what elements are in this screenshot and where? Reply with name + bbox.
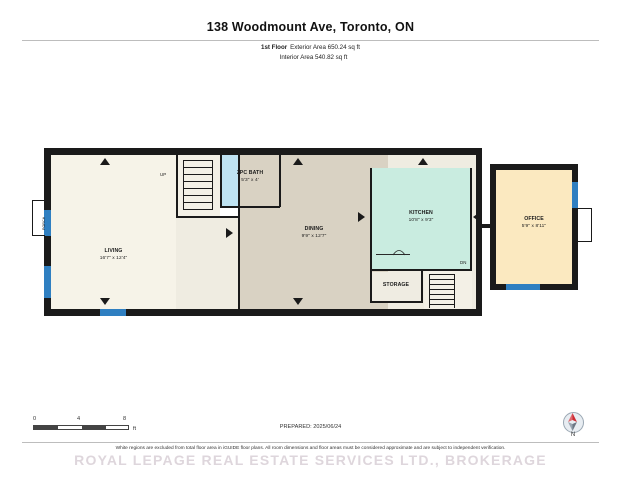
wall-connector (482, 224, 492, 228)
floor-label: 1st Floor (261, 44, 288, 51)
footer-divider (22, 442, 599, 443)
label-kitchen: KITCHEN 10'8" x 9'3" (408, 210, 434, 223)
stair-rail (212, 160, 213, 210)
stair-tread (183, 160, 213, 161)
window-left-2 (44, 266, 51, 298)
label-dining: DINING 9'9" x 12'7" (301, 226, 327, 239)
view-arrow-icon (100, 158, 110, 165)
page-title: 138 Woodmount Ave, Toronto, ON (206, 20, 415, 34)
prepared-date: PREPARED: 2025/06/24 (279, 424, 342, 430)
porch-left (32, 200, 33, 236)
bumpout-top (578, 208, 592, 209)
porch-bottom (32, 235, 45, 236)
compass-needle-icon (567, 413, 578, 431)
scale-tick-0: 0 (33, 416, 37, 422)
scale-tick-1: 4 (77, 416, 81, 422)
stair-tread (183, 174, 213, 175)
porch-top (32, 200, 45, 201)
view-arrow-icon (100, 298, 110, 305)
view-arrow-icon (293, 298, 303, 305)
compass (558, 412, 588, 450)
view-arrow-icon (293, 158, 303, 165)
disclaimer-text: White regions are excluded from total floor area in iGUIDE floor plans. All room dimensions and floor areas must be considered approximate and are subject to independent verification. (115, 446, 506, 451)
scale-unit: ft (133, 426, 137, 432)
stair-tread (183, 167, 213, 168)
window-bottom-1 (100, 309, 126, 316)
bumpout-right (591, 208, 592, 242)
header-divider (22, 40, 599, 41)
label-office: OFFICE 5'9" x 8'11" (521, 216, 547, 229)
exterior-area: Exterior Area 650.24 sq ft (290, 44, 360, 51)
stair-tread-down (429, 289, 455, 290)
window-office-bottom (506, 284, 540, 290)
room-living (51, 155, 176, 309)
wall-stair-bottom (176, 216, 240, 218)
sink-icon (392, 246, 406, 256)
stairs-up-label: UP (160, 172, 167, 177)
stair-tread (183, 195, 213, 196)
stair-rail (183, 160, 184, 210)
stair-tread-down (429, 274, 455, 275)
wall-storage-bottom (370, 301, 422, 303)
stair-tread-down (429, 284, 455, 285)
floor-summary (0, 43, 621, 62)
view-arrow-icon (473, 212, 480, 222)
stair-tread (183, 188, 213, 189)
stairs-down-label: DN (460, 260, 467, 265)
stair-rail-down (429, 274, 430, 308)
stair-tread (183, 202, 213, 203)
view-arrow-icon (358, 212, 365, 222)
wall-bath-bottom (220, 206, 280, 208)
stair-tread (183, 181, 213, 182)
label-living: LIVING 16'7" x 12'4" (99, 248, 128, 261)
stair-tread-down (429, 294, 455, 295)
stair-rail-down (454, 274, 455, 308)
bumpout-bottom (578, 241, 592, 242)
label-storage: STORAGE (382, 282, 410, 288)
window-office-right (572, 182, 578, 208)
compass-north-label: N (570, 432, 576, 438)
wall-top-left (44, 148, 482, 155)
stair-tread (183, 209, 213, 210)
wall-main-right (476, 148, 482, 316)
floor-plan-drawing (40, 148, 588, 323)
stair-tread-down (429, 299, 455, 300)
view-arrow-icon (418, 158, 428, 165)
porch-label: PORCH (42, 216, 46, 230)
stair-tread-down (429, 279, 455, 280)
label-bath: 2PC BATH 5'3" x 4' (236, 170, 264, 183)
scale-tick-2: 8 (123, 416, 127, 422)
brokerage-watermark: ROYAL LEPAGE REAL ESTATE SERVICES LTD., BROKERAGE (74, 452, 547, 468)
wall-stair-left (176, 155, 178, 217)
stair-tread-down (429, 304, 455, 305)
view-arrow-icon (226, 228, 233, 238)
interior-area: Interior Area 540.82 sq ft (279, 53, 348, 61)
